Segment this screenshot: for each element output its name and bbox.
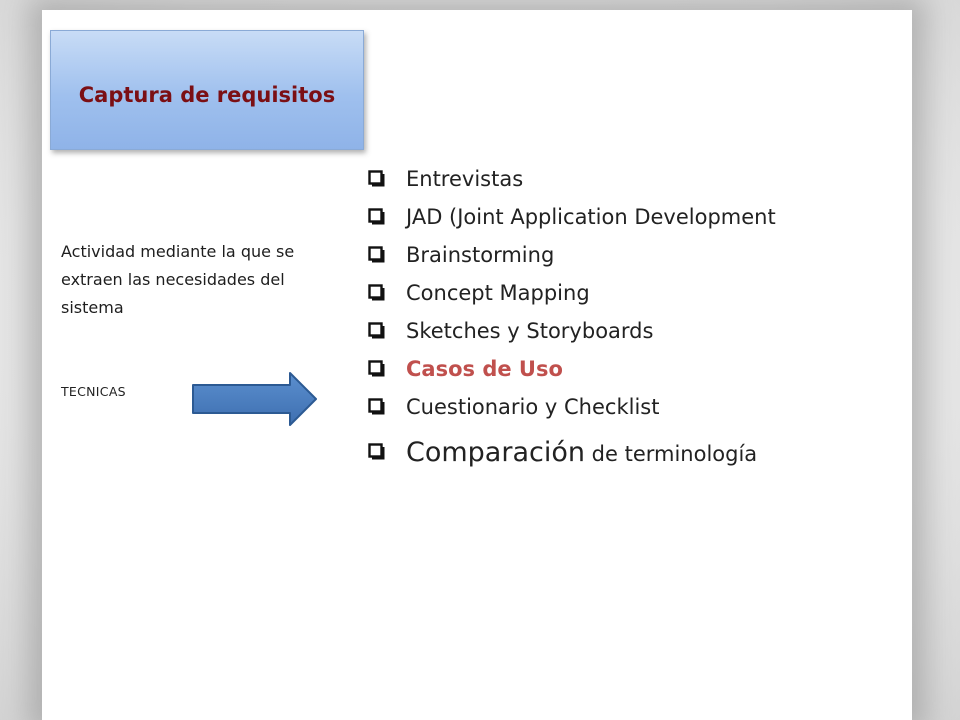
technique-label: Brainstorming xyxy=(406,243,555,267)
checkbox-bullet-icon xyxy=(368,170,386,188)
list-item xyxy=(368,198,776,236)
list-item xyxy=(368,312,776,350)
technique-label: Casos de Uso xyxy=(406,357,563,381)
checkbox-bullet-icon xyxy=(368,398,386,416)
checkbox-bullet-icon xyxy=(368,208,386,226)
list-item xyxy=(368,274,776,312)
checkbox-bullet-icon xyxy=(368,246,386,264)
description-text: Actividad mediante la que se extraen las necesidades del sistema xyxy=(61,242,295,317)
technique-label: Sketches y Storyboards xyxy=(406,319,654,343)
list-item-highlighted xyxy=(368,350,776,388)
technique-label: JAD (Joint Application Development xyxy=(406,205,776,229)
technique-label-large: Comparación xyxy=(406,436,585,468)
technique-label: Cuestionario y Checklist xyxy=(406,395,660,419)
slide-title: Captura de requisitos xyxy=(78,83,336,107)
technique-label: Concept Mapping xyxy=(406,281,590,305)
right-arrow-icon xyxy=(190,371,320,427)
technique-label: Entrevistas xyxy=(406,167,524,191)
list-item xyxy=(368,160,776,198)
tecnicas-label: TECNICAS xyxy=(61,384,126,399)
checkbox-bullet-icon xyxy=(368,284,386,302)
techniques-list xyxy=(368,160,776,478)
checkbox-bullet-icon xyxy=(368,443,386,461)
list-item xyxy=(368,236,776,274)
title-box xyxy=(50,30,364,150)
checkbox-bullet-icon xyxy=(368,360,386,378)
checkbox-bullet-icon xyxy=(368,322,386,340)
technique-label xyxy=(406,437,757,468)
list-item xyxy=(368,388,776,426)
technique-label-small: de terminología xyxy=(584,441,758,466)
list-item xyxy=(368,426,776,478)
